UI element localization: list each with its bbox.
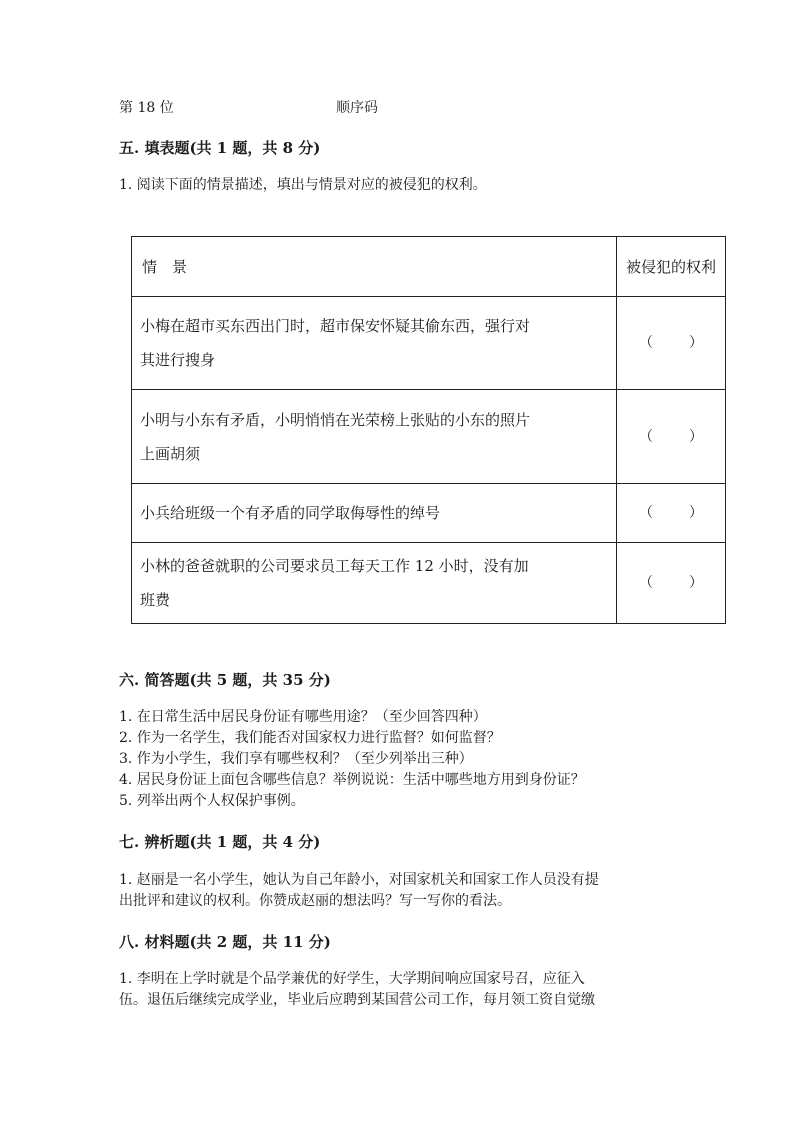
section-5-title: 五. 填表题(共 1 题，共 8 分) [119,139,321,157]
order-code-label: 顺序码 [336,100,378,116]
paren-open: （ [639,428,653,445]
table-row [132,543,726,624]
scenario-line: 其进行搜身 [140,351,216,369]
table-header-row [132,237,726,297]
answer-blank[interactable] [617,297,726,390]
scenario-line: 小梅在超市买东西出门时，超市保安怀疑其偷东西，强行对 [140,317,531,335]
scenario-cell [132,543,617,624]
question-line: 1. 李明在上学时就是个品学兼优的好学生，大学期间响应国家号召，应征入 [119,971,585,987]
list-item: 5. 列举出两个人权保护事例。 [119,793,305,809]
answer-blank[interactable] [617,390,726,484]
section-6-title: 六. 简答题(共 5 题，共 35 分) [119,671,331,689]
scenario-cell [132,390,617,484]
section-8-question [119,969,595,1011]
list-item: 1. 在日常生活中居民身份证有哪些用途？（至少回答四种） [119,709,487,725]
paren-close: ） [689,335,703,351]
section-5-question: 1. 阅读下面的情景描述，填出与情景对应的被侵犯的权利。 [119,177,487,193]
table-row [132,297,726,390]
table-row [132,390,726,484]
list-item: 2. 作为一名学生，我们能否对国家权力进行监督？如何监督？ [119,730,501,746]
paren-open: （ [639,575,653,591]
section-7-question [119,870,599,912]
scenario-line: 班费 [140,591,171,609]
scenario-line: 小兵给班级一个有矛盾的同学取侮辱性的绰号 [140,504,441,522]
answer-blank[interactable] [617,543,726,624]
section-8-title: 八. 材料题(共 2 题，共 11 分) [119,933,331,951]
scenario-cell [132,484,617,543]
rights-table [131,236,726,624]
question-line: 伍。退伍后继续完成学业，毕业后应聘到某国营公司工作，每月领工资自觉缴 [119,992,595,1008]
section-6-list [119,707,585,812]
answer-blank[interactable] [617,484,726,543]
header-right: 被侵犯的权利 [617,237,726,297]
header-scenario: 情 景 [132,237,617,297]
paren-close: ） [689,575,703,591]
table-row [132,484,726,543]
scenario-line: 上画胡须 [140,444,201,463]
question-line: 1. 赵丽是一名小学生，她认为自己年龄小，对国家机关和国家工作人员没有提 [119,872,599,888]
paren-close: ） [689,428,703,445]
position-label: 第 18 位 [119,100,174,116]
section-7-title: 七. 辨析题(共 1 题，共 4 分) [119,833,321,851]
scenario-line: 小明与小东有矛盾，小明悄悄在光荣榜上张贴的小东的照片 [140,410,531,429]
scenario-line: 小林的爸爸就职的公司要求员工每天工作 12 小时，没有加 [140,557,529,575]
paren-open: （ [639,335,653,351]
list-item: 4. 居民身份证上面包含哪些信息？举例说说：生活中哪些地方用到身份证？ [119,772,585,788]
list-item: 3. 作为小学生，我们享有哪些权利？（至少列举出三种） [119,751,473,767]
scenario-cell [132,297,617,390]
paren-open: （ [639,505,653,521]
paren-close: ） [689,505,703,521]
question-line: 出批评和建议的权利。你赞成赵丽的想法吗？写一写你的看法。 [119,893,511,909]
